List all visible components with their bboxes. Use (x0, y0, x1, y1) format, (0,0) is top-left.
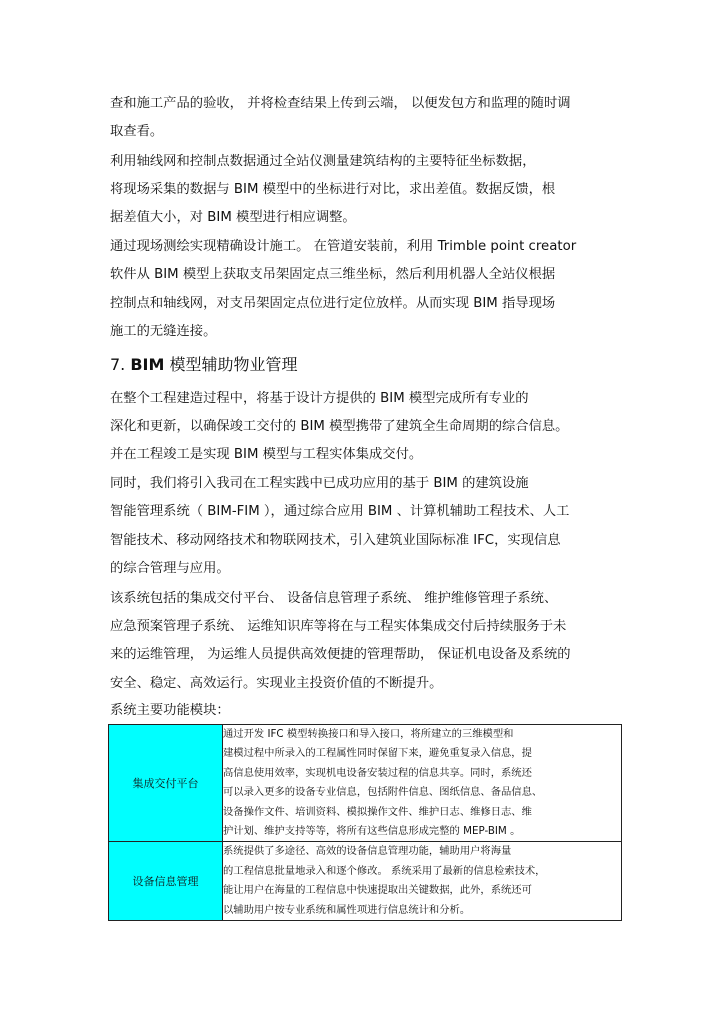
text-line: 将现场采集的数据与 BIM 模型中的坐标进行对比，求出差值。数据反馈，根 (110, 182, 556, 197)
text-line: 软件从 BIM 模型上获取支吊架固定点三维坐标，然后利用机器人全站仪根据 (110, 267, 556, 282)
desc-line: 能让用户在海量的工程信息中快速提取出关键数据，此外，系统还可 (223, 884, 532, 897)
module-name-cell: 设备信息管理 (109, 842, 223, 921)
text-line: 查和施工产品的验收， 并将检查结果上传到云端， 以便发包方和监理的随时调 (110, 96, 571, 111)
text-line: 来的运维管理， 为运维人员提供高效便捷的管理帮助， 保证机电设备及系统的 (110, 647, 571, 662)
desc-line: 建模过程中所录入的工程属性同时保留下来，避免重复录入信息，提 (223, 747, 532, 760)
text-line: 施工的无缝连接。 (110, 324, 217, 339)
text-line: 系统主要功能模块： (110, 703, 230, 718)
text-line: 控制点和轴线网，对支吊架固定点位进行定位放样。从而实现 BIM 指导现场 (110, 296, 556, 311)
text-line: 同时，我们将引入我司在工程实践中已成功应用的基于 BIM 的建筑设施 (110, 476, 529, 491)
module-desc-cell (223, 842, 622, 921)
modules-table (108, 724, 622, 921)
text-line: 取查看。 (110, 124, 164, 139)
module-desc-cell (223, 725, 622, 842)
table-row (109, 725, 622, 842)
table-row (109, 842, 622, 921)
section-heading-title: 模型辅助物业管理 (164, 355, 298, 374)
desc-line: 以辅助用户按专业系统和属性项进行信息统计和分析。 (223, 903, 471, 916)
text-line: 在整个工程建造过程中，将基于设计方提供的 BIM 模型完成所有专业的 (110, 391, 529, 406)
text-line: 通过现场测绘实现精确设计施工。 在管道安装前，利用 Trimble point creator (110, 239, 577, 254)
text-line: 该系统包括的集成交付平台、 设备信息管理子系统、 维护维修管理子系统、 (110, 591, 558, 606)
module-name-cell: 集成交付平台 (109, 725, 223, 842)
desc-line: 护计划、维护支持等等，将所有这些信息形成完整的 MEP-BIM 。 (223, 825, 521, 838)
section-heading (110, 354, 298, 376)
desc-line: 系统提供了多途径、高效的设备信息管理功能，辅助用户将海量 (223, 845, 512, 858)
text-line: 应急预案管理子系统、 运维知识库等将在与工程实体集成交付后持续服务于未 (110, 619, 567, 634)
text-line: 安全、稳定、高效运行。实现业主投资价值的不断提升。 (110, 676, 443, 691)
text-line: 利用轴线网和控制点数据通过全站仪测量建筑结构的主要特征坐标数据， (110, 154, 536, 169)
desc-line: 通过开发 IFC 模型转换接口和导入接口，将所建立的三维模型和 (223, 728, 514, 740)
section-number: 7. (110, 355, 131, 374)
desc-line: 的工程信息批量地录入和逐个修改。 系统采用了最新的信息检索技术， (223, 864, 546, 877)
desc-line: 可以录入更多的设备专业信息，包括附件信息、图纸信息、备品信息、 (223, 786, 543, 799)
section-heading-bold: BIM (130, 355, 165, 374)
desc-line: 设备操作文件、培训资料、模拟操作文件、维护日志、维修日志、维 (223, 805, 532, 818)
desc-line: 高信息使用效率，实现机电设备安装过程的信息共享。同时，系统还 (223, 766, 532, 779)
text-line: 并在工程竣工是实现 BIM 模型与工程实体集成交付。 (110, 447, 423, 462)
text-line: 深化和更新，以确保竣工交付的 BIM 模型携带了建筑全生命周期的综合信息。 (110, 419, 569, 434)
text-line: 智能技术、移动网络技术和物联网技术，引入建筑业国际标准 IFC，实现信息 (110, 533, 561, 548)
text-line: 据差值大小，对 BIM 模型进行相应调整。 (110, 210, 356, 225)
text-line: 智能管理系统（ BIM-FIM ），通过综合应用 BIM 、计算机辅助工程技术、人工 (110, 504, 570, 519)
text-line: 的综合管理与应用。 (110, 561, 230, 576)
